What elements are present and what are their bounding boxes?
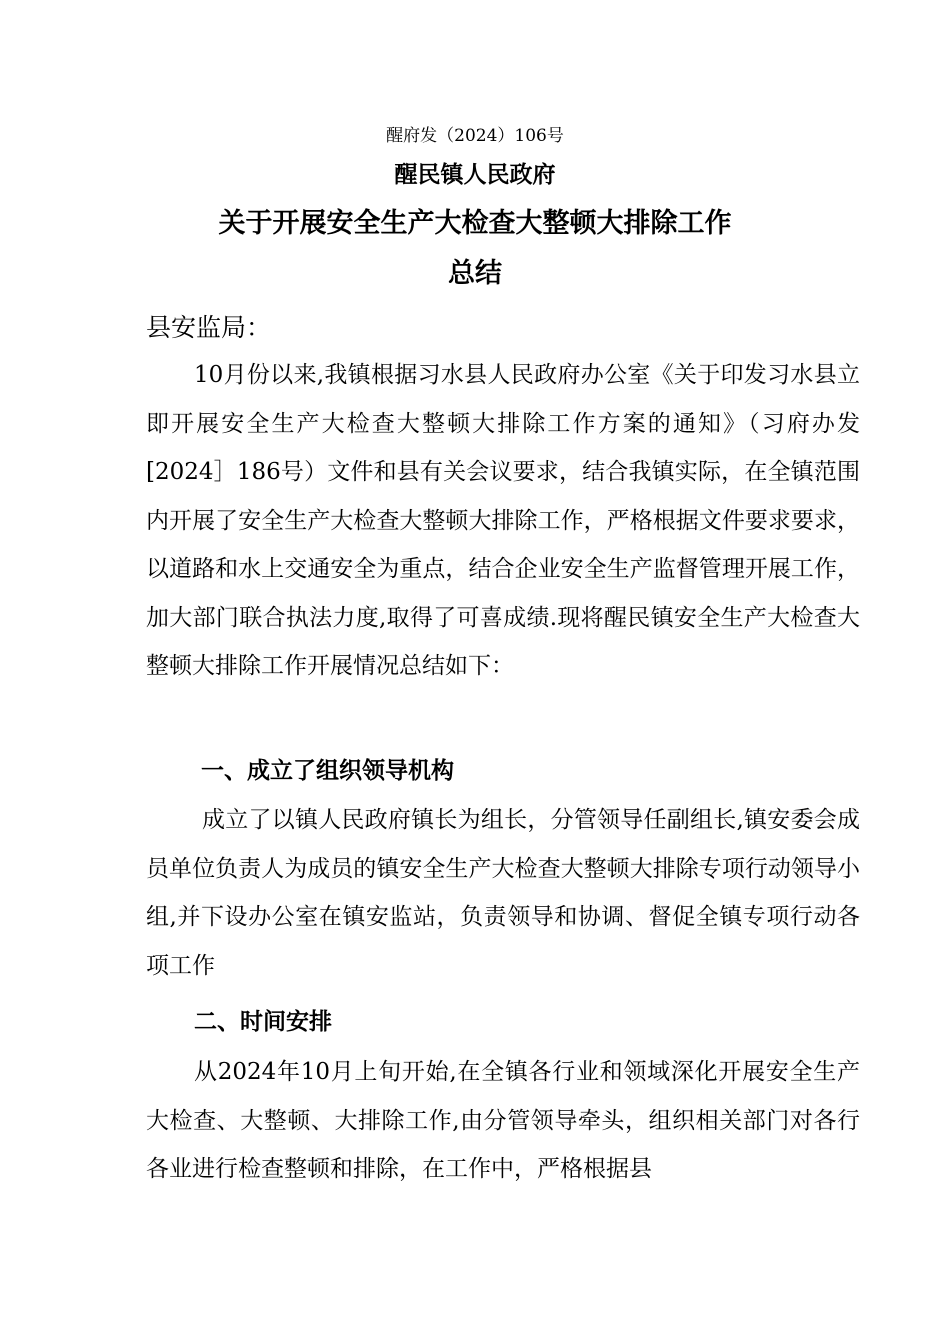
document-number: 醒府发（2024）106号 bbox=[386, 126, 564, 146]
section-paragraph-schedule: 从2024年10月上旬开始,在全镇各行业和领域深化开展安全生产大检查、大整顿、大排除工作,由分管领导牵头，组织相关部门对各行各业进行检查整顿和排除，在工作中，严格根据县 bbox=[146, 1059, 860, 1182]
title-summary: 总结 bbox=[448, 258, 502, 289]
salutation: 县安监局： bbox=[146, 313, 272, 342]
section-heading-organization: 一、成立了组织领导机构 bbox=[201, 758, 454, 784]
title-issuer: 醒民镇人民政府 bbox=[394, 162, 556, 188]
section-heading-schedule: 二、时间安排 bbox=[194, 1009, 332, 1035]
section-paragraph-organization: 成立了以镇人民政府镇长为组长，分管领导任副组长,镇安委会成员单位负责人为成员的镇安全生产大检查大整顿大排除专项行动领导小组,并下设办公室在镇安监站，负责领导和协调、督促全镇专项行动各项工作 bbox=[146, 807, 860, 979]
intro-paragraph: 10月份以来,我镇根据习水县人民政府办公室《关于印发习水县立即开展安全生产大检查大整顿大排除工作方案的通知》（习府办发[2024］186号）文件和县有关会议要求，结合我镇实际，在全镇范围内开展了安全生产大检查大整顿大排除工作，严格根据文件要求要求，以道路和水上交通安全为重点，结合企业安全生产监督管理开展工作，加大部门联合执法力度,取得了可喜成绩.现将醒民镇安全生产大检查大整顿大排除工作开展情况总结如下： bbox=[146, 362, 860, 679]
title-subject: 关于开展安全生产大检查大整顿大排除工作 bbox=[218, 208, 732, 239]
